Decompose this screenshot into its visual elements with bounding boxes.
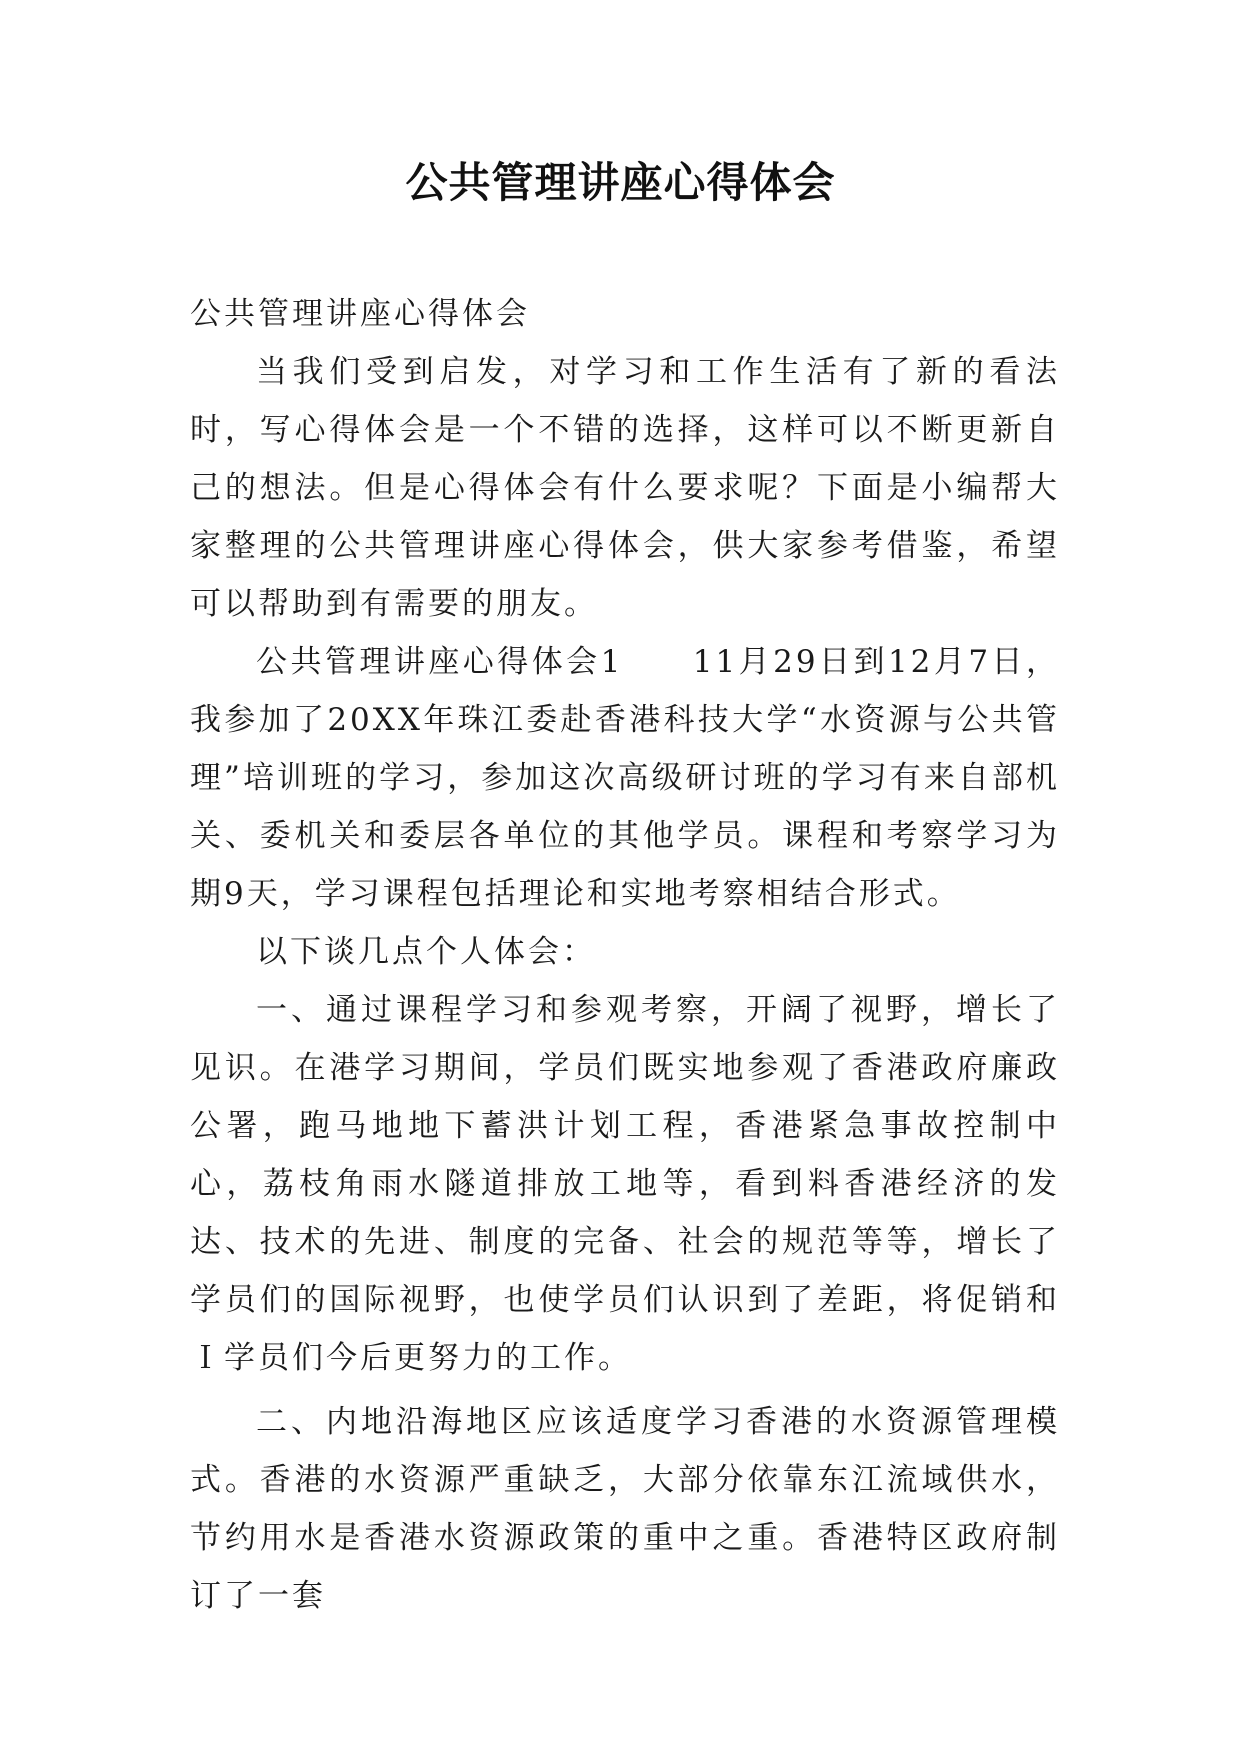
- paragraph-points-heading: 以下谈几点个人体会：: [256, 934, 596, 970]
- paragraph-part-1: 公共管理讲座心得体会1 11月29日到12月7日，我参加了20XX年珠江委赴香港科技大学“水资源与公共管理”培训班的学习，参加这次高级研讨班的学习有来自部机关、委机关和委层各单位的其他学员。课程和考察学习为期9天，学习课程包括理论和实地考察相结合形式。: [190, 644, 1060, 912]
- paragraph-intro: 当我们受到启发，对学习和工作生活有了新的看法时，写心得体会是一个不错的选择，这样可以不断更新自己的想法。但是心得体会有什么要求呢？下面是小编帮大家整理的公共管理讲座心得体会，供大家参考借鉴，希望可以帮助到有需要的朋友。: [190, 354, 1060, 622]
- document-subtitle: 公共管理讲座心得体会: [190, 296, 530, 332]
- paragraph-point-one: 一、通过课程学习和参观考察，开阔了视野，增长了见识。在港学习期间，学员们既实地参观了香港政府廉政公署，跑马地地下蓄洪计划工程，香港紧急事故控制中心，荔枝角雨水隧道排放工地等，看到料香港经济的发达、技术的先进、制度的完备、社会的规范等等，增长了学员们的国际视野，也使学员们认识到了差距，将促销和Ｉ学员们今后更努力的工作。: [190, 992, 1060, 1376]
- paragraph-point-two: 二、内地沿海地区应该适度学习香港的水资源管理模式。香港的水资源严重缺乏，大部分依靠东江流域供水，节约用水是香港水资源政策的重中之重。香港特区政府制订了一套: [190, 1404, 1060, 1614]
- document-body: [190, 285, 1060, 1625]
- document-title: 公共管理讲座心得体会: [405, 158, 836, 207]
